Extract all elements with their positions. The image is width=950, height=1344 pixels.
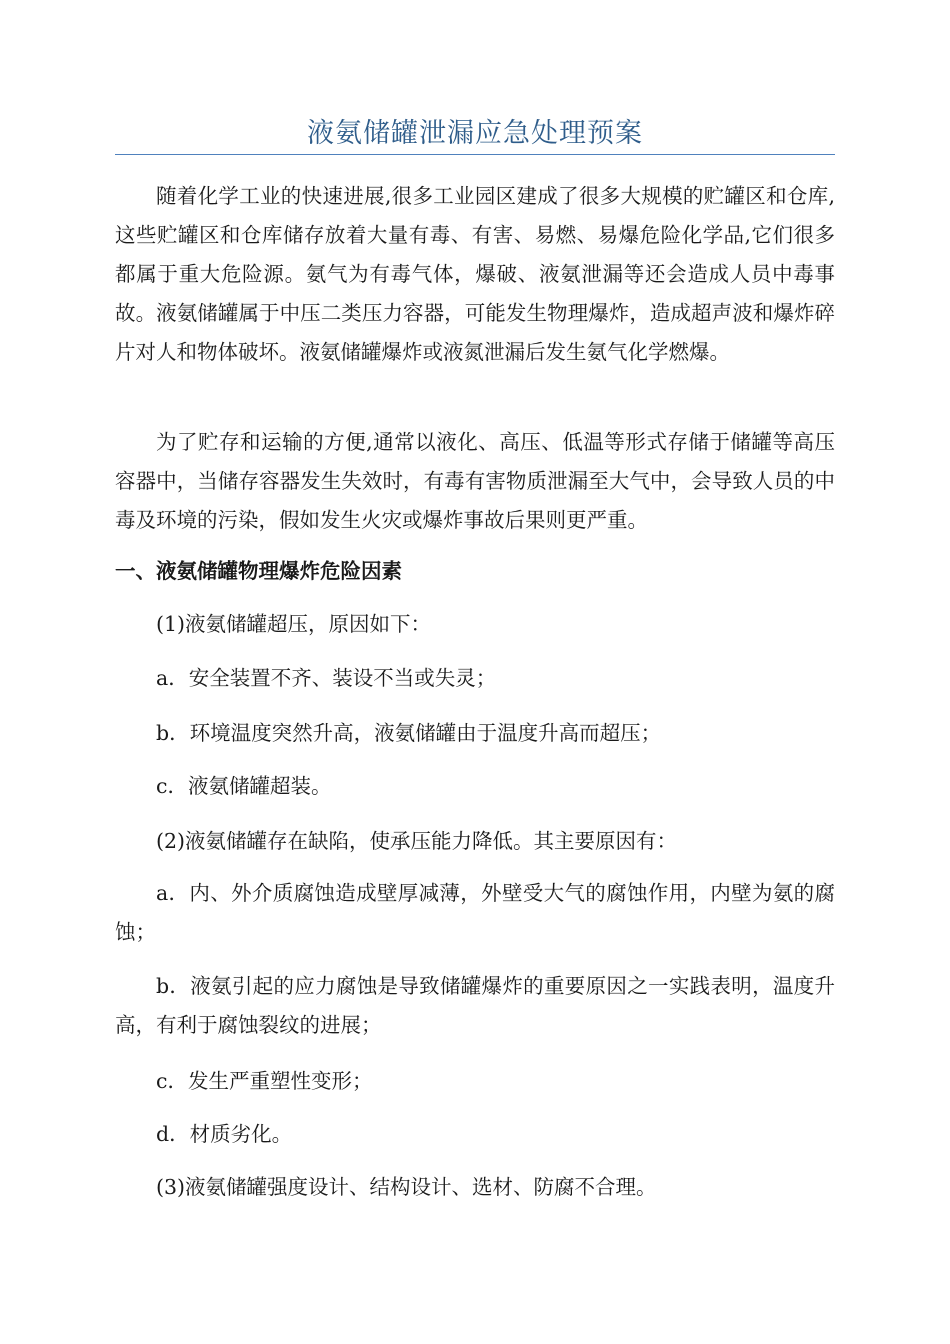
title-underline: [115, 154, 835, 155]
list-item: c．液氨储罐超装。: [156, 774, 332, 798]
list-item: b．液氨引起的应力腐蚀是导致储罐爆炸的重要原因之一实践表明，温度升高，有利于腐蚀裂纹的进展；: [115, 974, 835, 1037]
section-heading: 一、液氨储罐物理爆炸危险因素: [115, 559, 402, 583]
list-item: c．发生严重塑性变形；: [156, 1069, 373, 1093]
list-item: b．环境温度突然升高，液氨储罐由于温度升高而超压；: [156, 721, 662, 745]
list-item: (3)液氨储罐强度设计、结构设计、选材、防腐不合理。: [156, 1175, 657, 1199]
list-item: (2)液氨储罐存在缺陷，使承压能力降低。其主要原因有：: [156, 829, 678, 853]
list-item: d．材质劣化。: [156, 1122, 293, 1146]
list-item: (1)液氨储罐超压，原因如下：: [156, 612, 432, 636]
list-item: a．安全装置不齐、装设不当或失灵；: [156, 666, 497, 690]
page-title: 液氨储罐泄漏应急处理预案: [307, 118, 643, 149]
list-item: a．内、外介质腐蚀造成壁厚减薄，外壁受大气的腐蚀作用，内壁为氨的腐蚀；: [115, 881, 835, 944]
storage-paragraph: 为了贮存和运输的方便,通常以液化、高压、低温等形式存储于储罐等高压容器中，当储存容器发生失效时，有毒有害物质泄漏至大气中，会导致人员的中毒及环境的污染，假如发生火灾或爆炸事故后果则更严重。: [115, 430, 835, 532]
intro-paragraph: 随着化学工业的快速进展,很多工业园区建成了很多大规模的贮罐区和仓库,这些贮罐区和仓库储存放着大量有毒、有害、易燃、易爆危险化学品,它们很多都属于重大危险源。氨气为有毒气体，爆破、液氨泄漏等还会造成人员中毒事故。液氨储罐属于中压二类压力容器，可能发生物理爆炸，造成超声波和爆炸碎片对人和物体破坏。液氨储罐爆炸或液氮泄漏后发生氨气化学燃爆。: [115, 184, 835, 364]
